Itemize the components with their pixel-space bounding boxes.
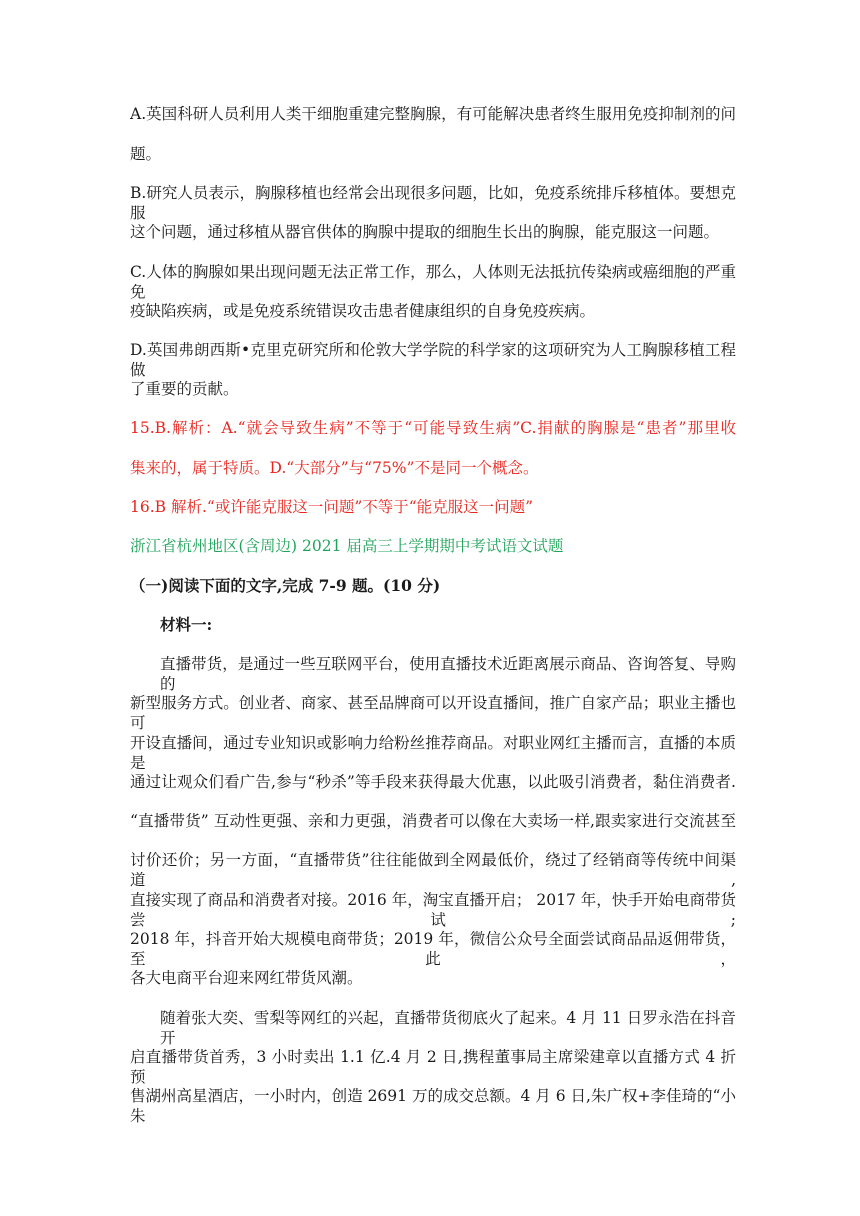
answer-15-line-2: 集来的，属于特质。D.“大部分”与“75%”不是同一个概念。	[130, 459, 539, 477]
para-2-line-1: 随着张大奕、雪梨等网红的兴起，直播带货彻底火了起来。4 月 11 日罗永浩在抖音开	[160, 1009, 736, 1047]
para-1-line-6: 讨价还价；另一方面，“直播带货”往往能做到全网最低价，绕过了经销商等传统中间渠道,	[130, 851, 736, 889]
option-b-line-2: 这个问题，通过移植从器官供体的胸腺中提取的细胞生长出的胸腺，能克服这一问题。	[130, 223, 720, 241]
para-2-line-2: 启直播带货首秀，3 小时卖出 1.1 亿.4 月 2 日,携程董事局主席梁建章以直播方式 4 折预	[130, 1048, 736, 1086]
option-d-line-2: 了重要的贡献。	[130, 380, 239, 398]
para-1-line-9: 各大电商平台迎来网红带货风潮。	[130, 969, 363, 987]
para-2-line-3: 售湖州高星酒店，一小时内，创造 2691 万的成交总额。4 月 6 日,朱广权+李佳琦的“小朱	[130, 1087, 736, 1125]
option-c-line-2: 疫缺陷疾病，或是免疫系统错误攻击患者健康组织的自身免疫疾病。	[130, 302, 596, 320]
section-heading: （一)阅读下面的文字,完成 7-9 题。(10 分)	[130, 576, 441, 595]
option-c-line-1: C.人体的胸腺如果出现问题无法正常工作，那么，人体则无法抵抗传染病或癌细胞的严重免	[130, 263, 736, 301]
answer-15-line-1: 15.B.解析：A.“就会导致生病”不等于“可能导致生病”C.捐献的胸腺是“患者”那里收	[130, 419, 736, 437]
para-1-line-4: 通过让观众们看广告,参与“秒杀”等手段来获得最大优惠，以此吸引消费者，黏住消费者.	[130, 773, 736, 791]
option-a-line-1: A.英国科研人员利用人类干细胞重建完整胸腺，有可能解决患者终生服用免疫抑制剂的问	[130, 105, 736, 123]
para-1-line-3: 开设直播间，通过专业知识或影响力给粉丝推荐商品。对职业网红主播而言，直播的本质是	[130, 734, 736, 772]
option-d-line-1: D.英国弗朗西斯•克里克研究所和伦敦大学学院的科学家的这项研究为人工胸腺移植工程做	[130, 341, 736, 379]
answer-16: 16.B 解析.“或许能克服这一问题”不等于“能克服这一问题”	[130, 498, 534, 516]
para-1-line-5: “直播带货” 互动性更强、亲和力更强，消费者可以像在大卖场一样,跟卖家进行交流甚至	[130, 812, 736, 830]
para-1-line-8: 2018 年，抖音开始大规模电商带货；2019 年，微信公众号全面尝试商品品返佣带货，至此，	[130, 930, 736, 968]
material-label: 材料一:	[160, 615, 213, 634]
option-a-line-2: 题。	[130, 145, 162, 163]
option-b-line-1: B.研究人员表示，胸腺移植也经常会出现很多问题，比如，免疫系统排斥移植体。要想克服	[130, 184, 736, 222]
para-1-line-1: 直播带货，是通过一些互联网平台，使用直播技术近距离展示商品、咨询答复、导购的	[160, 655, 736, 693]
para-1-line-2: 新型服务方式。创业者、商家、甚至品牌商可以开设直播间，推广自家产品；职业主播也可	[130, 694, 736, 732]
exam-title: 浙江省杭州地区(含周边) 2021 届高三上学期期中考试语文试题	[130, 537, 564, 555]
para-1-line-7: 直接实现了商品和消费者对接。2016 年，淘宝直播开启； 2017 年，快手开始电商带货尝试;	[130, 891, 736, 929]
